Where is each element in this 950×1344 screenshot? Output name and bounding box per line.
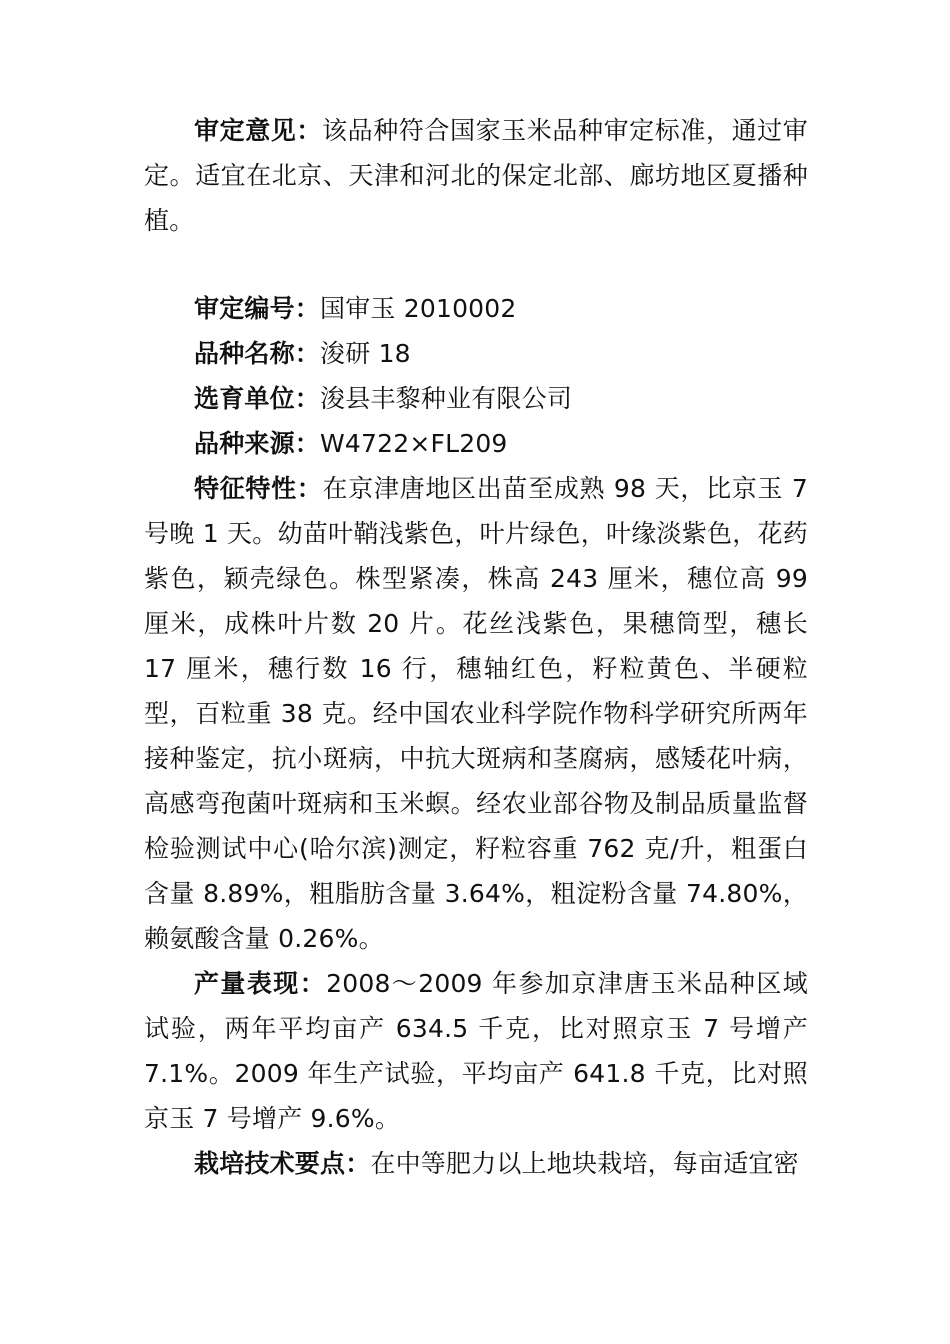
yield-performance-label: 产量表现： xyxy=(194,969,327,998)
characteristics-label: 特征特性： xyxy=(194,474,323,503)
yield-performance-paragraph xyxy=(144,961,808,1141)
characteristics-text: 在京津唐地区出苗至成熟 98 天，比京玉 7 号晚 1 天。幼苗叶鞘浅紫色，叶片绿色，叶缘淡紫色，花药紫色，颖壳绿色。株型紧凑，株高 243 厘米，穗位高 99 厘米，成株叶片数 20 片。花丝浅紫色，果穗筒型，穗长 17 厘米，穗行数 16 行，穗轴红色，籽粒黄色、半硬粒型，百粒重 38 克。经中国农业科学院作物科学研究所两年接种鉴定，抗小斑病，中抗大斑病和茎腐病，感矮花叶病，高感弯孢菌叶斑病和玉米螟。经农业部谷物及制品质量监督检验测试中心(哈尔滨)测定，籽粒容重 762 克/升，粗蛋白含量 8.89%，粗脂肪含量 3.64%，粗淀粉含量 74.80%，赖氨酸含量 0.26%。 xyxy=(144,474,808,953)
variety-source-label: 品种来源： xyxy=(194,429,321,458)
approval-opinion-text: 该品种符合国家玉米品种审定标准，通过审定。适宜在北京、天津和河北的保定北部、廊坊地区夏播种植。 xyxy=(144,116,808,235)
cultivation-points-paragraph xyxy=(144,1141,808,1186)
characteristics-paragraph xyxy=(144,466,808,961)
breeder-value: 浚县丰黎种业有限公司 xyxy=(320,384,573,413)
variety-source-paragraph xyxy=(144,421,808,466)
approval-number-paragraph xyxy=(144,286,808,331)
variety-name-value: 浚研 18 xyxy=(320,339,411,368)
cultivation-points-label: 栽培技术要点： xyxy=(194,1149,371,1178)
variety-info-section xyxy=(144,286,808,1186)
approval-number-value: 国审玉 2010002 xyxy=(320,294,517,323)
variety-source-value: W4722×FL209 xyxy=(320,429,508,458)
variety-name-paragraph xyxy=(144,331,808,376)
approval-number-label: 审定编号： xyxy=(194,294,321,323)
breeder-label: 选育单位： xyxy=(194,384,321,413)
yield-performance-text: 2008～2009 年参加京津唐玉米品种区域试验，两年平均亩产 634.5 千克，比对照京玉 7 号增产 7.1%。2009 年生产试验，平均亩产 641.8 千克，比对照京玉 7 号增产 9.6%。 xyxy=(144,969,808,1133)
approval-opinion-section xyxy=(144,108,808,243)
variety-name-label: 品种名称： xyxy=(194,339,321,368)
approval-opinion-label: 审定意见： xyxy=(194,116,322,145)
breeder-paragraph xyxy=(144,376,808,421)
approval-opinion-paragraph xyxy=(144,108,808,243)
cultivation-points-text: 在中等肥力以上地块栽培，每亩适宜密 xyxy=(370,1149,799,1178)
